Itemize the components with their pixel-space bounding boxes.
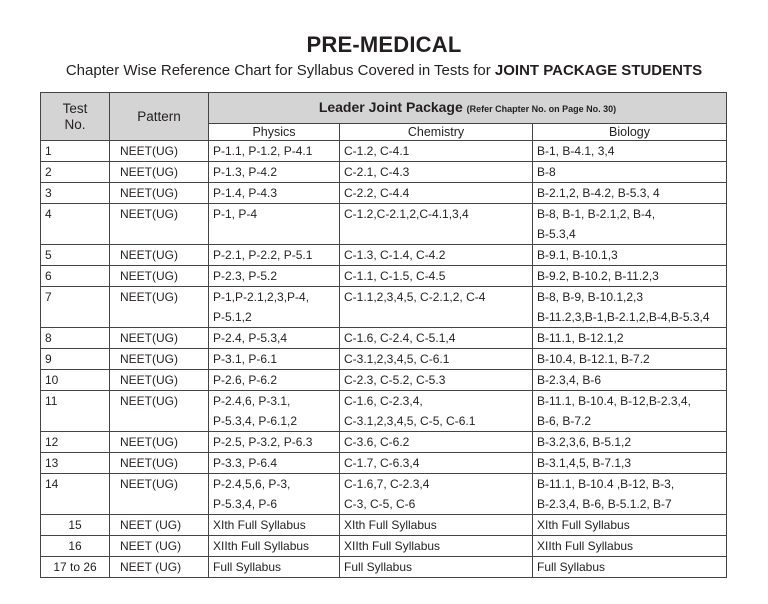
chemistry-line: C-3.1,2,3,4,5, C-5, C-6.1 [344, 414, 476, 428]
subtitle-text: Chapter Wise Reference Chart for Syllabus Covered in Tests for [65, 62, 495, 79]
biology-cell [533, 557, 727, 578]
biology-line: XIIth Full Syllabus [537, 539, 634, 553]
physics-line: P-3.1, P-6.1 [213, 352, 278, 366]
test-number-cell: 10 [41, 370, 110, 391]
chemistry-cell [340, 245, 533, 266]
chemistry-cell [340, 536, 533, 557]
physics-line: P-1.4, P-4.3 [213, 186, 278, 200]
biology-line: B-3.1,4,5, B-7.1,3 [537, 456, 632, 470]
physics-cell [209, 162, 340, 183]
biology-cell [533, 432, 727, 453]
table-row [41, 245, 727, 266]
chemistry-line: C-3.1,2,3,4,5, C-6.1 [344, 352, 450, 366]
biology-cell [533, 453, 727, 474]
physics-cell [209, 370, 340, 391]
physics-cell [209, 328, 340, 349]
physics-cell [209, 204, 340, 245]
biology-line: B-8, B-1, B-2.1,2, B-4, [537, 207, 656, 221]
chemistry-cell [340, 515, 533, 536]
chemistry-line: C-1.1,2,3,4,5, C-2.1,2, C-4 [344, 290, 486, 304]
table-row [41, 536, 727, 557]
test-number-cell: 8 [41, 328, 110, 349]
physics-cell [209, 536, 340, 557]
test-number-cell: 7 [41, 287, 110, 328]
physics-line: P-2.4,6, P-3.1, [213, 394, 291, 408]
physics-cell [209, 141, 340, 162]
test-number-cell: 6 [41, 266, 110, 287]
biology-line: B-2.3,4, B-6, B-5.1.2, B-7 [537, 497, 672, 511]
physics-line: P-2.1, P-2.2, P-5.1 [213, 248, 313, 262]
biology-line: B-2.3,4, B-6 [537, 373, 602, 387]
biology-line: B-11.1, B-10.4 ,B-12, B-3, [537, 477, 675, 491]
physics-line: P-1,P-2.1,2,3,P-4, [213, 290, 310, 304]
physics-line: P-5.3,4, P-6 [213, 497, 278, 511]
biology-cell [533, 141, 727, 162]
physics-line: P-3.3, P-6.4 [213, 456, 278, 470]
pattern-cell: NEET (UG) [110, 515, 209, 536]
test-number-cell: 4 [41, 204, 110, 245]
reference-chart-table [40, 92, 727, 578]
biology-line: B-11.1, B-12.1,2 [537, 331, 624, 345]
table-row [41, 391, 727, 432]
table-row [41, 515, 727, 536]
chemistry-cell [340, 183, 533, 204]
package-note: (Refer Chapter No. on Page No. 30) [466, 104, 617, 114]
header-pattern: Pattern [110, 93, 209, 141]
biology-line: B-8 [537, 165, 556, 179]
pattern-cell: NEET(UG) [110, 349, 209, 370]
chemistry-line: C-2.1, C-4.3 [344, 165, 410, 179]
table-row [41, 370, 727, 391]
pattern-cell: NEET (UG) [110, 557, 209, 578]
biology-cell [533, 474, 727, 515]
chemistry-cell [340, 266, 533, 287]
pattern-cell: NEET(UG) [110, 266, 209, 287]
test-number-cell: 1 [41, 141, 110, 162]
physics-line: P-5.1,2 [213, 310, 252, 324]
chemistry-cell [340, 557, 533, 578]
table-row [41, 328, 727, 349]
chemistry-line: XIIth Full Syllabus [344, 539, 441, 553]
test-number-cell: 11 [41, 391, 110, 432]
physics-line: Full Syllabus [213, 560, 282, 574]
physics-line: P-1.3, P-4.2 [213, 165, 278, 179]
header-chemistry: Chemistry [340, 124, 533, 141]
chemistry-line: C-1.2,C-2.1,2,C-4.1,3,4 [344, 207, 469, 221]
biology-line: B-9.1, B-10.1,3 [537, 248, 618, 262]
biology-cell [533, 349, 727, 370]
chemistry-cell [340, 391, 533, 432]
chemistry-cell [340, 141, 533, 162]
biology-cell [533, 536, 727, 557]
pattern-cell: NEET(UG) [110, 162, 209, 183]
physics-line: P-2.6, P-6.2 [213, 373, 278, 387]
chemistry-cell [340, 328, 533, 349]
chemistry-cell [340, 432, 533, 453]
test-number-cell: 15 [41, 515, 110, 536]
table-row [41, 287, 727, 328]
physics-line: XIth Full Syllabus [213, 518, 306, 532]
chemistry-line: C-1.1, C-1.5, C-4.5 [344, 269, 446, 283]
pattern-cell: NEET(UG) [110, 245, 209, 266]
table-row [41, 474, 727, 515]
table-row [41, 183, 727, 204]
biology-line: B-5.3,4 [537, 227, 576, 241]
table-body [41, 141, 727, 578]
chemistry-line: C-2.3, C-5.2, C-5.3 [344, 373, 446, 387]
chemistry-line: C-3, C-5, C-6 [344, 497, 416, 511]
test-number-cell: 17 to 26 [41, 557, 110, 578]
chemistry-line: C-1.6, C-2.3,4, [344, 394, 423, 408]
table-row [41, 162, 727, 183]
test-number-cell: 14 [41, 474, 110, 515]
test-number-cell: 16 [41, 536, 110, 557]
table-row [41, 453, 727, 474]
page-subtitle [0, 62, 768, 79]
physics-line: P-2.5, P-3.2, P-6.3 [213, 435, 313, 449]
biology-line: B-6, B-7.2 [537, 414, 592, 428]
chemistry-line: C-3.6, C-6.2 [344, 435, 410, 449]
physics-line: P-2.4, P-5.3,4 [213, 331, 288, 345]
biology-line: B-2.1,2, B-4.2, B-5.3, 4 [537, 186, 660, 200]
header-test-no: Test No. [41, 93, 110, 141]
chemistry-cell [340, 287, 533, 328]
test-number-cell: 9 [41, 349, 110, 370]
test-number-cell: 5 [41, 245, 110, 266]
biology-line: B-1, B-4.1, 3,4 [537, 144, 615, 158]
chemistry-cell [340, 204, 533, 245]
test-number-cell: 13 [41, 453, 110, 474]
header-row [41, 93, 727, 124]
biology-cell [533, 266, 727, 287]
biology-line: B-9.2, B-10.2, B-11.2,3 [537, 269, 659, 283]
biology-cell [533, 370, 727, 391]
physics-cell [209, 183, 340, 204]
physics-cell [209, 453, 340, 474]
biology-cell [533, 287, 727, 328]
pattern-cell: NEET(UG) [110, 287, 209, 328]
pattern-cell: NEET (UG) [110, 536, 209, 557]
pattern-cell: NEET(UG) [110, 183, 209, 204]
physics-line: P-5.3,4, P-6.1,2 [213, 414, 298, 428]
chemistry-cell [340, 349, 533, 370]
physics-cell [209, 266, 340, 287]
chemistry-line: C-1.6, C-2.4, C-5.1,4 [344, 331, 456, 345]
pattern-cell: NEET(UG) [110, 370, 209, 391]
physics-cell [209, 515, 340, 536]
table-row [41, 204, 727, 245]
chemistry-cell [340, 162, 533, 183]
subtitle-emphasis: JOINT PACKAGE STUDENTS [494, 62, 703, 79]
test-number-cell: 12 [41, 432, 110, 453]
chemistry-line: XIth Full Syllabus [344, 518, 437, 532]
table-row [41, 266, 727, 287]
pattern-cell: NEET(UG) [110, 141, 209, 162]
biology-cell [533, 391, 727, 432]
physics-cell [209, 349, 340, 370]
physics-line: P-2.3, P-5.2 [213, 269, 278, 283]
biology-cell [533, 515, 727, 536]
chemistry-line: C-1.2, C-4.1 [344, 144, 410, 158]
biology-cell [533, 183, 727, 204]
pattern-cell: NEET(UG) [110, 391, 209, 432]
chemistry-line: C-1.6,7, C-2.3,4 [344, 477, 430, 491]
biology-cell [533, 328, 727, 349]
physics-cell [209, 287, 340, 328]
physics-cell [209, 391, 340, 432]
header-package: Leader Joint Package (Refer Chapter No. on Page No. 30) [209, 93, 727, 124]
chemistry-line: C-2.2, C-4.4 [344, 186, 410, 200]
physics-cell [209, 245, 340, 266]
chemistry-line: C-1.7, C-6.3,4 [344, 456, 420, 470]
biology-line: Full Syllabus [537, 560, 606, 574]
pattern-cell: NEET(UG) [110, 204, 209, 245]
pattern-cell: NEET(UG) [110, 432, 209, 453]
chemistry-line: C-1.3, C-1.4, C-4.2 [344, 248, 446, 262]
table-row [41, 349, 727, 370]
test-number-cell: 3 [41, 183, 110, 204]
biology-cell [533, 245, 727, 266]
biology-cell [533, 162, 727, 183]
header-biology: Biology [533, 124, 727, 141]
physics-line: XIIth Full Syllabus [213, 539, 310, 553]
chemistry-cell [340, 370, 533, 391]
biology-line: B-8, B-9, B-10.1,2,3 [537, 290, 644, 304]
chemistry-line: Full Syllabus [344, 560, 413, 574]
physics-cell [209, 557, 340, 578]
table-row [41, 141, 727, 162]
physics-line: P-2.4,5,6, P-3, [213, 477, 291, 491]
biology-line: B-3.2,3,6, B-5.1,2 [537, 435, 632, 449]
biology-cell [533, 204, 727, 245]
pattern-cell: NEET(UG) [110, 453, 209, 474]
physics-line: P-1, P-4 [213, 207, 258, 221]
table-row [41, 557, 727, 578]
pattern-cell: NEET(UG) [110, 328, 209, 349]
page-title: PRE-MEDICAL [306, 32, 462, 57]
physics-line: P-1.1, P-1.2, P-4.1 [213, 144, 313, 158]
test-number-cell: 2 [41, 162, 110, 183]
header-physics: Physics [209, 124, 340, 141]
biology-line: B-11.1, B-10.4, B-12,B-2.3,4, [537, 394, 691, 408]
biology-line: B-10.4, B-12.1, B-7.2 [537, 352, 650, 366]
pattern-cell: NEET(UG) [110, 474, 209, 515]
physics-cell [209, 474, 340, 515]
physics-cell [209, 432, 340, 453]
chemistry-cell [340, 453, 533, 474]
table-row [41, 432, 727, 453]
biology-line: B-11.2,3,B-1,B-2.1,2,B-4,B-5.3,4 [537, 310, 710, 324]
biology-line: XIth Full Syllabus [537, 518, 630, 532]
chemistry-cell [340, 474, 533, 515]
